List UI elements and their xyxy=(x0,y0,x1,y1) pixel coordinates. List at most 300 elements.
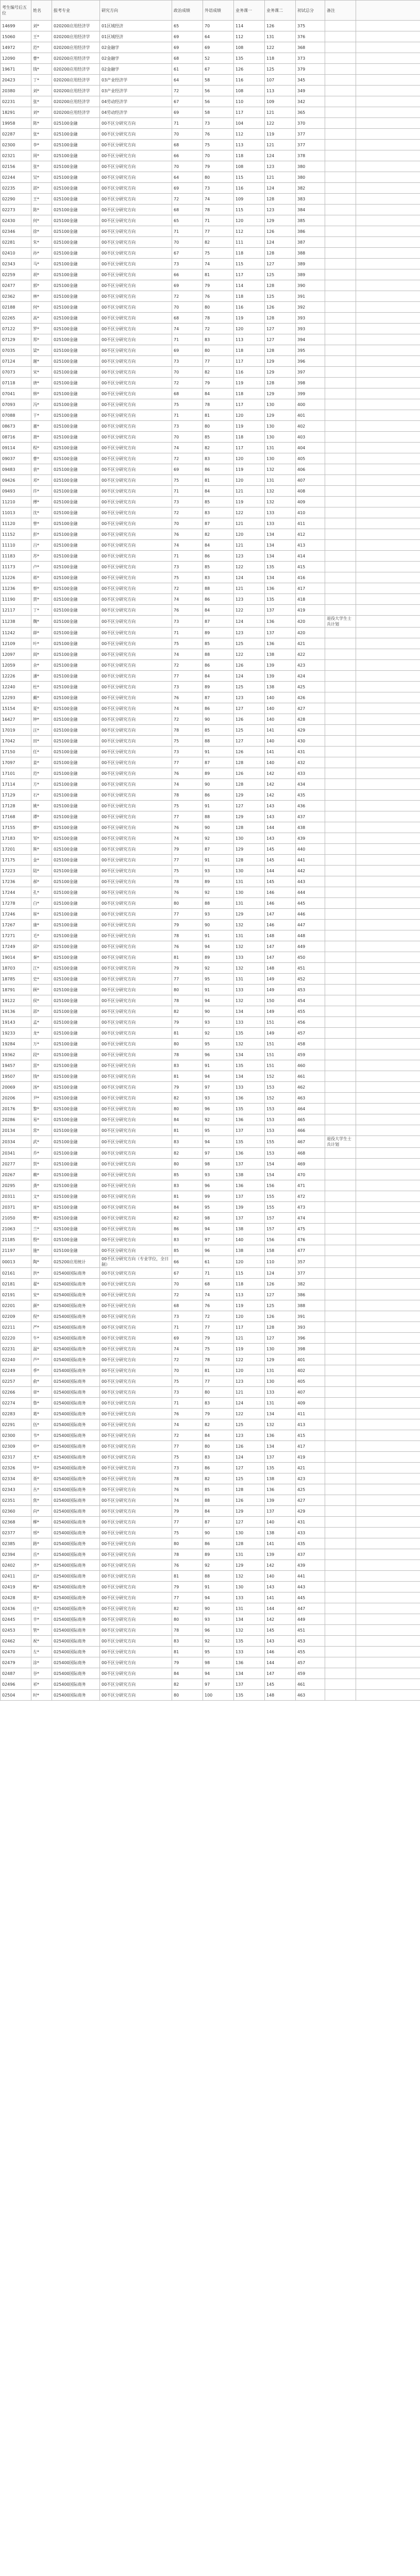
cell-course1: 125 xyxy=(234,638,265,649)
table-row xyxy=(1,1234,420,1245)
cell-politics: 76 xyxy=(172,1484,203,1495)
cell-spacer xyxy=(356,1180,420,1191)
table-row xyxy=(1,388,420,399)
table-row xyxy=(1,866,420,876)
cell-english: 83 xyxy=(203,1452,234,1463)
cell-english: 83 xyxy=(203,507,234,518)
cell-spacer xyxy=(356,1690,420,1701)
cell-total: 387 xyxy=(296,237,325,248)
cell-major: 025400国际商务 xyxy=(52,1419,100,1430)
cell-major: 025400国际商务 xyxy=(52,1441,100,1452)
cell-spacer xyxy=(356,1049,420,1060)
cell-english: 80 xyxy=(203,345,234,356)
cell-direction: 00不区分研究方向 xyxy=(100,1234,172,1245)
cell-total: 449 xyxy=(296,941,325,952)
cell-course1: 125 xyxy=(234,1473,265,1484)
cell-spacer xyxy=(356,909,420,920)
cell-name: 于* xyxy=(31,410,52,421)
cell-major: 025100金融 xyxy=(52,172,100,183)
cell-total: 390 xyxy=(296,280,325,291)
cell-politics: 84 xyxy=(172,1114,203,1125)
cell-course1: 116 xyxy=(234,302,265,313)
cell-direction: 00不区分研究方向 xyxy=(100,1409,172,1419)
table-row xyxy=(1,421,420,432)
cell-english: 98 xyxy=(203,1657,234,1668)
cell-major: 025100金融 xyxy=(52,226,100,237)
cell-note xyxy=(325,1224,356,1234)
cell-name: 郑* xyxy=(31,334,52,345)
cell-english: 86 xyxy=(203,1538,234,1549)
cell-politics: 73 xyxy=(172,356,203,367)
cell-major: 025100金融 xyxy=(52,844,100,855)
cell-spacer xyxy=(356,1582,420,1592)
cell-major: 025400国际商务 xyxy=(52,1495,100,1506)
cell-course1: 120 xyxy=(234,1365,265,1376)
cell-id: 02410 xyxy=(1,248,31,259)
cell-id: 11120 xyxy=(1,518,31,529)
cell-total: 425 xyxy=(296,1484,325,1495)
cell-name: 钱* xyxy=(31,1071,52,1082)
cell-course2: 151 xyxy=(265,1039,296,1049)
table-row xyxy=(1,1006,420,1017)
cell-total: 461 xyxy=(296,1679,325,1690)
cell-id: 02360 xyxy=(1,1506,31,1517)
cell-spacer xyxy=(356,616,420,628)
cell-course2: 129 xyxy=(265,1354,296,1365)
cell-name: 常* xyxy=(31,1125,52,1136)
cell-name: 余* xyxy=(31,660,52,671)
cell-english: 82 xyxy=(203,237,234,248)
cell-course2: 133 xyxy=(265,1387,296,1398)
cell-spacer xyxy=(356,876,420,887)
cell-spacer xyxy=(356,1463,420,1473)
cell-name: 龙* xyxy=(31,1028,52,1039)
cell-course1: 117 xyxy=(234,269,265,280)
cell-major: 020200应用经济学 xyxy=(52,31,100,42)
cell-direction: 00不区分研究方向 xyxy=(100,497,172,507)
cell-total: 463 xyxy=(296,1690,325,1701)
cell-course2: 128 xyxy=(265,248,296,259)
cell-id: 00013 xyxy=(1,1256,31,1268)
cell-id: 12293 xyxy=(1,692,31,703)
cell-total: 461 xyxy=(296,1071,325,1082)
table-row xyxy=(1,280,420,291)
cell-name: 戴* xyxy=(31,692,52,703)
cell-english: 81 xyxy=(203,475,234,486)
cell-english: 88 xyxy=(203,583,234,594)
cell-major: 025100金融 xyxy=(52,421,100,432)
cell-course1: 134 xyxy=(234,1049,265,1060)
cell-spacer xyxy=(356,1148,420,1159)
cell-id: 17097 xyxy=(1,757,31,768)
cell-name: 樊* xyxy=(31,1213,52,1224)
cell-english: 93 xyxy=(203,1093,234,1104)
cell-direction: 00不区分研究方向 xyxy=(100,183,172,194)
cell-name: 邓* xyxy=(31,475,52,486)
cell-id: 02281 xyxy=(1,237,31,248)
cell-english: 58 xyxy=(203,107,234,118)
cell-course1: 128 xyxy=(234,779,265,790)
cell-course2: 129 xyxy=(265,410,296,421)
cell-major: 025100金融 xyxy=(52,605,100,616)
cell-id: 09483 xyxy=(1,464,31,475)
cell-direction: 00不区分研究方向 xyxy=(100,1571,172,1582)
table-row xyxy=(1,692,420,703)
table-row xyxy=(1,930,420,941)
cell-id: 08716 xyxy=(1,432,31,443)
cell-english: 88 xyxy=(203,649,234,660)
cell-politics: 76 xyxy=(172,692,203,703)
table-row xyxy=(1,150,420,161)
cell-total: 469 xyxy=(296,1159,325,1170)
cell-id: 07035 xyxy=(1,345,31,356)
table-row xyxy=(1,367,420,378)
cell-english: 77 xyxy=(203,1376,234,1387)
cell-course1: 136 xyxy=(234,1657,265,1668)
cell-note xyxy=(325,1006,356,1017)
cell-course2: 139 xyxy=(265,1495,296,1506)
cell-id: 02334 xyxy=(1,1473,31,1484)
cell-id: 17201 xyxy=(1,844,31,855)
cell-direction: 00不区分研究方向 xyxy=(100,356,172,367)
cell-direction: 00不区分研究方向 xyxy=(100,529,172,540)
cell-note xyxy=(325,1398,356,1409)
cell-spacer xyxy=(356,1647,420,1657)
cell-direction: 00不区分研究方向 xyxy=(100,443,172,453)
cell-course2: 126 xyxy=(265,302,296,313)
cell-id: 19457 xyxy=(1,1060,31,1071)
cell-politics: 73 xyxy=(172,682,203,692)
cell-direction: 00不区分研究方向 xyxy=(100,1104,172,1114)
cell-id: 02419 xyxy=(1,1582,31,1592)
table-row xyxy=(1,1191,420,1202)
cell-note xyxy=(325,952,356,963)
table-row xyxy=(1,995,420,1006)
cell-english: 93 xyxy=(203,909,234,920)
cell-course1: 129 xyxy=(234,909,265,920)
cell-total: 395 xyxy=(296,345,325,356)
cell-total: 383 xyxy=(296,194,325,205)
cell-politics: 74 xyxy=(172,1344,203,1354)
cell-total: 399 xyxy=(296,388,325,399)
cell-spacer xyxy=(356,399,420,410)
cell-spacer xyxy=(356,313,420,324)
cell-english: 84 xyxy=(203,605,234,616)
cell-course2: 143 xyxy=(265,1582,296,1592)
cell-id: 21185 xyxy=(1,1234,31,1245)
table-row xyxy=(1,736,420,747)
table-row xyxy=(1,194,420,205)
table-row xyxy=(1,1528,420,1538)
cell-id: 09037 xyxy=(1,453,31,464)
table-row xyxy=(1,941,420,952)
cell-major: 025100金融 xyxy=(52,594,100,605)
cell-spacer xyxy=(356,1571,420,1582)
cell-name: 邹* xyxy=(31,833,52,844)
cell-total: 417 xyxy=(296,583,325,594)
cell-english: 80 xyxy=(203,421,234,432)
cell-major: 025100金融 xyxy=(52,486,100,497)
cell-course2: 145 xyxy=(265,1625,296,1636)
table-row xyxy=(1,432,420,443)
cell-course1: 117 xyxy=(234,107,265,118)
cell-course1: 113 xyxy=(234,334,265,345)
cell-major: 025400国际商务 xyxy=(52,1300,100,1311)
cell-major: 025400国际商务 xyxy=(52,1473,100,1484)
cell-politics: 73 xyxy=(172,562,203,572)
cell-course2: 146 xyxy=(265,1647,296,1657)
cell-name: 贺* xyxy=(31,1159,52,1170)
table-row xyxy=(1,1679,420,1690)
cell-course2: 125 xyxy=(265,269,296,280)
cell-english: 92 xyxy=(203,1560,234,1571)
cell-english: 96 xyxy=(203,1180,234,1191)
cell-direction: 00不区分研究方向 xyxy=(100,1159,172,1170)
cell-total: 430 xyxy=(296,736,325,747)
cell-spacer xyxy=(356,887,420,898)
header-direction: 研究方向 xyxy=(100,1,172,21)
cell-major: 025400国际商务 xyxy=(52,1517,100,1528)
cell-course2: 141 xyxy=(265,747,296,757)
cell-politics: 72 xyxy=(172,378,203,388)
table-row xyxy=(1,1668,420,1679)
cell-course1: 136 xyxy=(234,1093,265,1104)
cell-politics: 77 xyxy=(172,909,203,920)
table-row xyxy=(1,844,420,855)
cell-course1: 116 xyxy=(234,367,265,378)
cell-english: 92 xyxy=(203,1028,234,1039)
cell-course1: 120 xyxy=(234,410,265,421)
table-row xyxy=(1,53,420,64)
cell-course2: 145 xyxy=(265,844,296,855)
cell-name: 洪* xyxy=(31,1268,52,1279)
table-row xyxy=(1,21,420,31)
cell-english: 74 xyxy=(203,259,234,269)
cell-id: 02235 xyxy=(1,183,31,194)
cell-note xyxy=(325,779,356,790)
cell-total: 373 xyxy=(296,53,325,64)
cell-course1: 104 xyxy=(234,118,265,129)
cell-english: 97 xyxy=(203,1679,234,1690)
cell-note xyxy=(325,1419,356,1430)
cell-note xyxy=(325,1039,356,1049)
cell-spacer xyxy=(356,682,420,692)
cell-course2: 137 xyxy=(265,1506,296,1517)
cell-politics: 71 xyxy=(172,226,203,237)
cell-name: 熊* xyxy=(31,844,52,855)
cell-english: 85 xyxy=(203,1484,234,1495)
cell-major: 025100金融 xyxy=(52,269,100,280)
cell-direction: 00不区分研究方向 xyxy=(100,302,172,313)
cell-id: 18703 xyxy=(1,963,31,974)
cell-direction: 00不区分研究方向 xyxy=(100,1549,172,1560)
cell-major: 025100金融 xyxy=(52,736,100,747)
cell-course1: 135 xyxy=(234,1060,265,1071)
cell-direction: 00不区分研究方向 xyxy=(100,833,172,844)
cell-course1: 119 xyxy=(234,497,265,507)
cell-name: 冯* xyxy=(31,399,52,410)
cell-id: 02462 xyxy=(1,1636,31,1647)
cell-politics: 61 xyxy=(172,64,203,75)
cell-major: 025100金融 xyxy=(52,443,100,453)
cell-politics: 82 xyxy=(172,1679,203,1690)
cell-major: 025100金融 xyxy=(52,324,100,334)
cell-name: 邵* xyxy=(31,183,52,194)
cell-spacer xyxy=(356,779,420,790)
cell-course1: 126 xyxy=(234,768,265,779)
cell-course2: 128 xyxy=(265,313,296,324)
cell-note xyxy=(325,1592,356,1603)
table-row xyxy=(1,464,420,475)
cell-english: 91 xyxy=(203,930,234,941)
cell-english: 100 xyxy=(203,1690,234,1701)
cell-course2: 121 xyxy=(265,140,296,150)
cell-total: 382 xyxy=(296,183,325,194)
cell-spacer xyxy=(356,388,420,399)
cell-id: 18785 xyxy=(1,974,31,985)
cell-politics: 73 xyxy=(172,1311,203,1322)
cell-english: 94 xyxy=(203,1136,234,1148)
cell-total: 420 xyxy=(296,628,325,638)
table-row xyxy=(1,768,420,779)
cell-politics: 66 xyxy=(172,1256,203,1268)
cell-english: 88 xyxy=(203,736,234,747)
cell-english: 94 xyxy=(203,1071,234,1082)
cell-politics: 74 xyxy=(172,1495,203,1506)
cell-name: 莫* xyxy=(31,1592,52,1603)
cell-major: 025100金融 xyxy=(52,682,100,692)
cell-id: 02377 xyxy=(1,1528,31,1538)
cell-spacer xyxy=(356,1256,420,1268)
cell-english: 96 xyxy=(203,1049,234,1060)
cell-name: 范* xyxy=(31,42,52,53)
cell-name: 彭* xyxy=(31,529,52,540)
cell-id: 15060 xyxy=(1,31,31,42)
cell-note xyxy=(325,1082,356,1093)
cell-course2: 129 xyxy=(265,215,296,226)
cell-spacer xyxy=(356,725,420,736)
cell-politics: 74 xyxy=(172,1419,203,1430)
cell-major: 025100金融 xyxy=(52,790,100,801)
cell-english: 84 xyxy=(203,671,234,682)
cell-english: 80 xyxy=(203,172,234,183)
cell-course2: 149 xyxy=(265,974,296,985)
cell-course2: 124 xyxy=(265,150,296,161)
cell-total: 377 xyxy=(296,140,325,150)
cell-note xyxy=(325,1409,356,1419)
cell-total: 456 xyxy=(296,1017,325,1028)
cell-course1: 123 xyxy=(234,1430,265,1441)
table-row xyxy=(1,410,420,421)
cell-total: 342 xyxy=(296,96,325,107)
table-row xyxy=(1,985,420,995)
cell-politics: 73 xyxy=(172,616,203,628)
cell-major: 025100金融 xyxy=(52,909,100,920)
cell-note xyxy=(325,1657,356,1668)
cell-course1: 118 xyxy=(234,248,265,259)
cell-direction: 00不区分研究方向 xyxy=(100,1463,172,1473)
cell-total: 452 xyxy=(296,974,325,985)
cell-course1: 122 xyxy=(234,507,265,518)
cell-id: 02231 xyxy=(1,1344,31,1354)
cell-note xyxy=(325,1148,356,1159)
cell-total: 375 xyxy=(296,21,325,31)
cell-id: 02283 xyxy=(1,1409,31,1419)
cell-spacer xyxy=(356,1039,420,1049)
cell-course2: 131 xyxy=(265,1398,296,1409)
cell-politics: 74 xyxy=(172,703,203,714)
cell-english: 92 xyxy=(203,963,234,974)
cell-major: 025400国际商务 xyxy=(52,1484,100,1495)
cell-course2: 132 xyxy=(265,1419,296,1430)
cell-course2: 139 xyxy=(265,1549,296,1560)
cell-course2: 127 xyxy=(265,334,296,345)
cell-spacer xyxy=(356,21,420,31)
cell-politics: 79 xyxy=(172,1017,203,1028)
cell-course1: 123 xyxy=(234,1376,265,1387)
cell-course2: 146 xyxy=(265,898,296,909)
cell-english: 93 xyxy=(203,1017,234,1028)
cell-politics: 83 xyxy=(172,1060,203,1071)
cell-course2: 137 xyxy=(265,1452,296,1463)
cell-direction: 00不区分研究方向 xyxy=(100,1582,172,1592)
cell-spacer xyxy=(356,1409,420,1419)
cell-total: 402 xyxy=(296,421,325,432)
table-row xyxy=(1,1028,420,1039)
cell-note xyxy=(325,985,356,995)
cell-course1: 115 xyxy=(234,205,265,215)
cell-note xyxy=(325,1614,356,1625)
cell-note xyxy=(325,1114,356,1125)
cell-total: 393 xyxy=(296,1322,325,1333)
cell-politics: 69 xyxy=(172,464,203,475)
table-row xyxy=(1,562,420,572)
cell-english: 87 xyxy=(203,518,234,529)
cell-id: 02445 xyxy=(1,1614,31,1625)
table-row xyxy=(1,443,420,453)
cell-course1: 123 xyxy=(234,692,265,703)
cell-note xyxy=(325,194,356,205)
cell-name: 路* xyxy=(31,1538,52,1549)
cell-english: 91 xyxy=(203,1060,234,1071)
cell-id: 17128 xyxy=(1,801,31,811)
cell-course2: 145 xyxy=(265,1679,296,1690)
cell-politics: 72 xyxy=(172,1290,203,1300)
cell-spacer xyxy=(356,432,420,443)
cell-course1: 118 xyxy=(234,150,265,161)
cell-spacer xyxy=(356,1387,420,1398)
cell-politics: 69 xyxy=(172,42,203,53)
cell-spacer xyxy=(356,703,420,714)
cell-name: 汪* xyxy=(31,725,52,736)
cell-politics: 65 xyxy=(172,215,203,226)
cell-politics: 71 xyxy=(172,1322,203,1333)
cell-major: 025100金融 xyxy=(52,811,100,822)
table-row xyxy=(1,747,420,757)
cell-total: 450 xyxy=(296,952,325,963)
cell-name: 张* xyxy=(31,129,52,140)
cell-course1: 120 xyxy=(234,324,265,334)
cell-english: 88 xyxy=(203,1495,234,1506)
cell-note xyxy=(325,801,356,811)
cell-total: 451 xyxy=(296,963,325,974)
cell-total: 474 xyxy=(296,1213,325,1224)
cell-course2: 124 xyxy=(265,1268,296,1279)
cell-id: 12240 xyxy=(1,682,31,692)
cell-major: 025100金融 xyxy=(52,801,100,811)
cell-course1: 135 xyxy=(234,1136,265,1148)
cell-name: 刘* xyxy=(31,107,52,118)
